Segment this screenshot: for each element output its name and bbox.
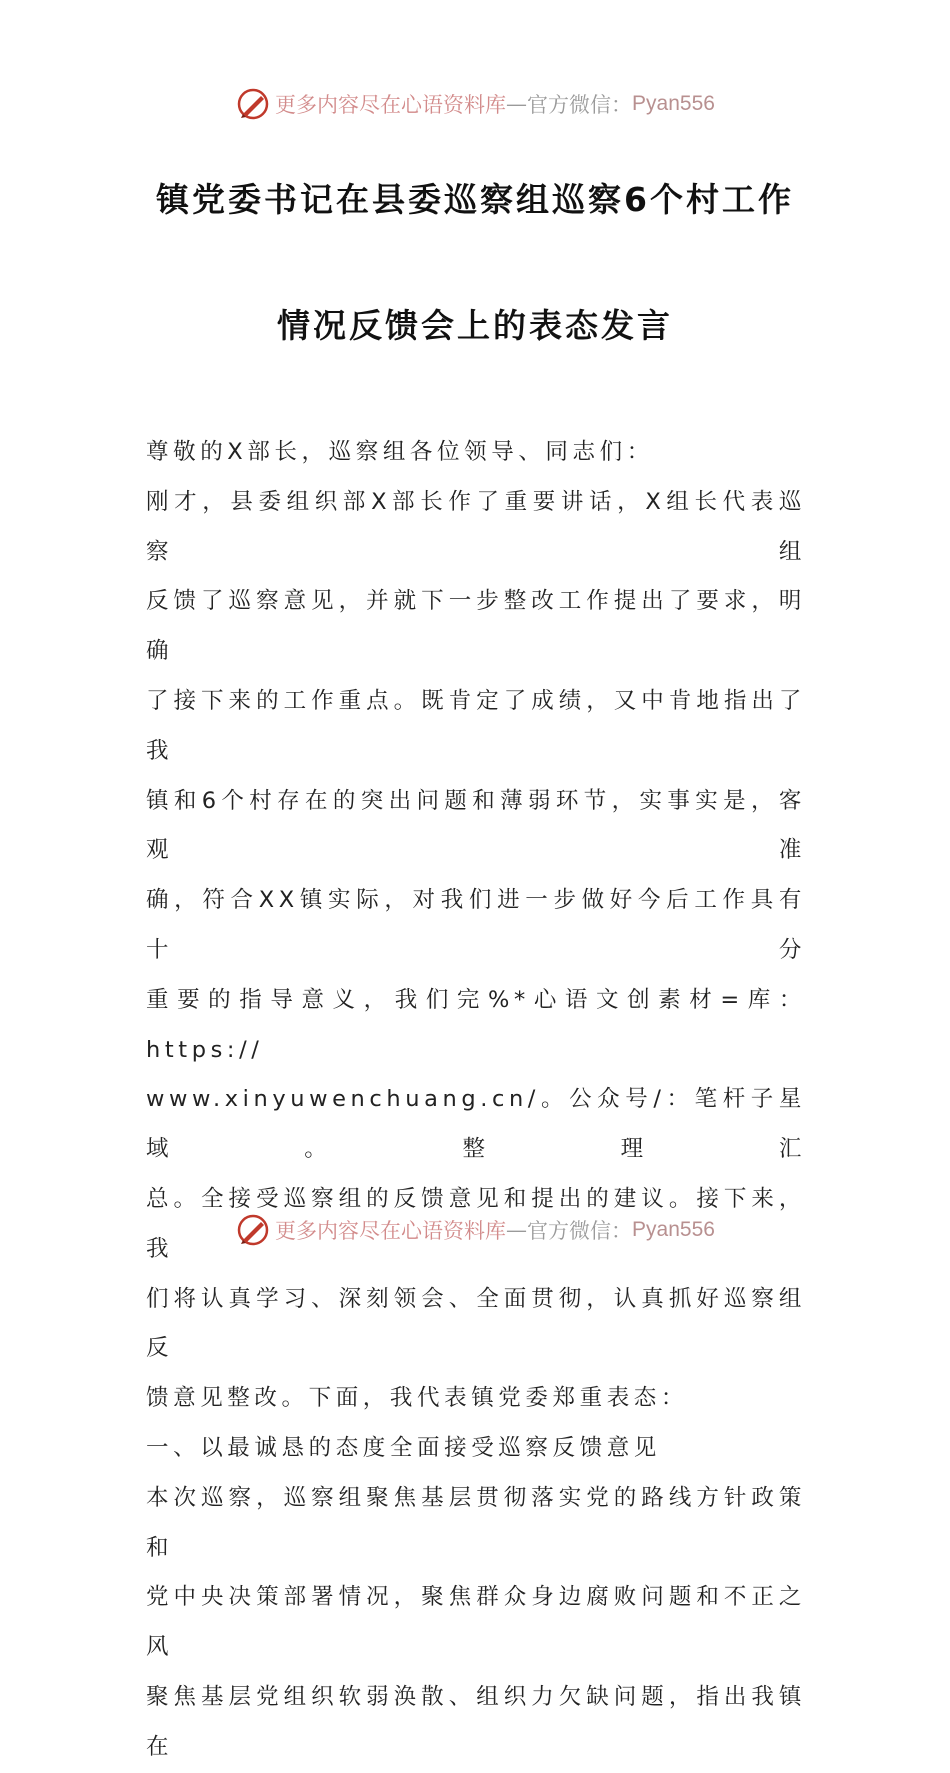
- body-line: 确，符合XX镇实际，对我们进一步做好今后工作具有十分: [146, 887, 806, 963]
- watermark-text: 更多内容尽在心语资料库: [275, 93, 507, 117]
- body-line: 镇和6个村存在的突出问题和薄弱环节，实事实是，客观准: [146, 787, 806, 864]
- body-line: 重要的指导意义，我们完%*心语文创素材=库：https://: [146, 986, 806, 1063]
- watermark-official: 官方微信：: [527, 93, 633, 117]
- watermark-text: 更多内容尽在心语资料库: [275, 1219, 507, 1243]
- body-line: www.xinyuwenchuang.cn/。公众号/：笔杆子星域。整理汇: [146, 1086, 806, 1163]
- body-line: 们将认真学习、深刻领会、全面贯彻，认真抓好巡察组反: [146, 1285, 806, 1362]
- pen-logo-icon: [235, 86, 271, 122]
- body-line: 尊敬的X部长，巡察组各位领导、同志们：: [146, 439, 654, 465]
- watermark-dash: —: [506, 92, 528, 116]
- document-body: [146, 428, 806, 1773]
- body-line: 馈意见整改。下面，我代表镇党委郑重表态：: [146, 1385, 689, 1412]
- section-heading: 一、以最诚恳的态度全面接受巡察反馈意见: [146, 1434, 661, 1461]
- body-line: 聚焦基层党组织软弱涣散、组织力欠缺问题，指出我镇在: [146, 1683, 806, 1760]
- body-line: 党中央决策部署情况，聚焦群众身边腐败问题和不正之风: [146, 1584, 806, 1661]
- watermark-dash: —: [506, 1218, 528, 1242]
- body-line: 反馈了巡察意见，并就下一步整改工作提出了要求，明确: [146, 588, 806, 665]
- body-line: 了接下来的工作重点。既肯定了成绩，又中肯地指出了我: [146, 687, 806, 764]
- watermark-banner-top: [0, 84, 950, 124]
- document-title-line1: 镇党委书记在县委巡察组巡察6个村工作: [156, 180, 794, 219]
- body-line: 本次巡察，巡察组聚焦基层贯彻落实党的路线方针政策和: [146, 1484, 806, 1561]
- watermark-wechat-id: Pyan556: [632, 1218, 715, 1241]
- watermark-wechat-id: Pyan556: [632, 92, 715, 115]
- watermark-official: 官方微信：: [527, 1219, 633, 1243]
- body-line: 总。全接受巡察组的反馈意见和提出的建议。接下来，我: [146, 1185, 806, 1262]
- document-title-line2: 情况反馈会上的表态发言: [277, 306, 673, 345]
- body-line: 刚才，县委组织部X部长作了重要讲话，X组长代表巡察组: [146, 488, 806, 565]
- watermark-banner-bottom: [0, 1210, 950, 1250]
- pen-logo-icon: [235, 1212, 271, 1248]
